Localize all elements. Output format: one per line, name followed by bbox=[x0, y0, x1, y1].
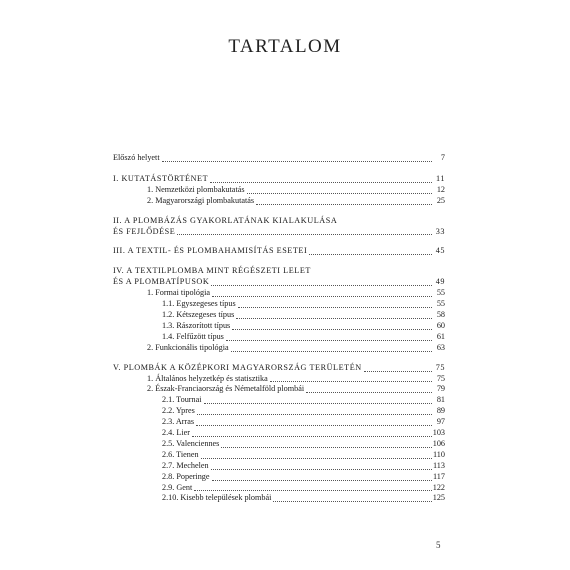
toc-entry-title: 1.1. Egyszegeses típus bbox=[162, 299, 236, 309]
toc-page-number: 45 bbox=[435, 246, 445, 256]
toc-chapter-2[interactable] bbox=[113, 227, 445, 238]
dot-leader bbox=[221, 446, 431, 448]
toc-page-number: 55 bbox=[436, 299, 445, 309]
dot-leader bbox=[204, 402, 432, 404]
toc-entry-title: 1.3. Rászorított típus bbox=[162, 320, 231, 330]
toc-entry-title: II. A PLOMBÁZÁS GYAKORLATÁNAK KIALAKULÁSA bbox=[113, 215, 338, 225]
toc-entry-1-1[interactable] bbox=[113, 185, 445, 196]
toc-page-number: 49 bbox=[435, 277, 445, 287]
page-title: TARTALOM bbox=[228, 36, 342, 57]
toc-entry-4-1-1[interactable] bbox=[113, 299, 445, 310]
dot-leader bbox=[226, 339, 432, 341]
toc-entry-5-2-9[interactable] bbox=[113, 483, 445, 494]
toc-entry-title: 1. Nemzetközi plombakutatás bbox=[147, 184, 245, 194]
dot-leader bbox=[364, 370, 432, 372]
toc-entry-title: 1. Általános helyzetkép és statisztika bbox=[147, 373, 268, 383]
toc-entry-4-1[interactable] bbox=[113, 288, 445, 299]
toc-entry-title: 2.6. Tienen bbox=[162, 449, 199, 459]
toc-entry-title: 1. Formai tipológia bbox=[147, 288, 210, 298]
toc-entry-title: III. A TEXTIL- ÉS PLOMBAHAMISÍTÁS ESETEI bbox=[113, 246, 308, 256]
toc-page-number: 58 bbox=[436, 309, 445, 319]
dot-leader bbox=[309, 253, 432, 255]
toc-entry-title: 2.1. Tournai bbox=[162, 395, 202, 405]
dot-leader bbox=[306, 391, 432, 393]
dot-leader bbox=[232, 328, 432, 330]
dot-leader bbox=[162, 160, 432, 162]
dot-leader bbox=[236, 317, 432, 319]
toc-entry-4-1-3[interactable] bbox=[113, 321, 445, 332]
dot-leader bbox=[197, 413, 432, 415]
toc-page-number: 125 bbox=[432, 493, 445, 503]
dot-leader bbox=[194, 489, 431, 491]
toc-entry-5-2-7[interactable] bbox=[113, 461, 445, 472]
toc-entry-5-1[interactable] bbox=[113, 374, 445, 385]
toc-entry-title: I. KUTATÁSTÖRTÉNET bbox=[113, 173, 209, 183]
dot-leader bbox=[211, 468, 432, 470]
toc-entry-5-2-4[interactable] bbox=[113, 428, 445, 439]
toc-entry-4-2[interactable] bbox=[113, 343, 445, 354]
toc-page-number: 60 bbox=[436, 320, 445, 330]
dot-leader bbox=[270, 380, 432, 382]
dot-leader bbox=[238, 306, 432, 308]
toc-chapter-5[interactable] bbox=[113, 363, 445, 374]
toc-page-number: 33 bbox=[435, 226, 445, 236]
toc-page-number: 106 bbox=[432, 438, 445, 448]
toc-entry-1-2[interactable] bbox=[113, 196, 445, 207]
toc-page-number: 113 bbox=[433, 460, 445, 470]
toc-entry-5-2[interactable] bbox=[113, 384, 445, 395]
toc-page-number: 7 bbox=[440, 153, 445, 162]
toc-entry-title: 1.4. Felfűzött típus bbox=[162, 331, 224, 341]
toc-entry-title: 2.4. Lier bbox=[162, 428, 190, 438]
toc-entry-title: V. PLOMBÁK A KÖZÉPKORI MAGYARORSZÁG TERÜLETÉN bbox=[113, 362, 362, 372]
toc-page-number: 75 bbox=[435, 362, 445, 372]
toc-page-number: 122 bbox=[432, 482, 445, 492]
toc-page-number: 63 bbox=[436, 342, 445, 352]
toc-entry-title-cont: ÉS FEJLŐDÉSE bbox=[113, 226, 176, 236]
page-number: 5 bbox=[436, 540, 441, 550]
toc-entry-title: 2.8. Poperinge bbox=[162, 471, 210, 481]
dot-leader bbox=[201, 457, 432, 459]
toc-entry-5-2-8[interactable] bbox=[113, 472, 445, 483]
toc-chapter-4-line1[interactable] bbox=[113, 266, 445, 277]
toc-entry-5-2-10[interactable] bbox=[113, 493, 445, 504]
toc-entry-title: 2. Funkcionális tipológia bbox=[147, 342, 229, 352]
toc-page-number: 75 bbox=[436, 373, 445, 383]
toc-page-number: 12 bbox=[436, 184, 445, 194]
dot-leader bbox=[256, 203, 432, 205]
toc-entry-5-2-6[interactable] bbox=[113, 450, 445, 461]
toc-entry-title: 1.2. Kétszegeses típus bbox=[162, 309, 235, 319]
toc-page-number: 110 bbox=[433, 449, 445, 459]
toc-entry-title: IV. A TEXTILPLOMBA MINT RÉGÉSZETI LELET bbox=[113, 266, 311, 276]
toc-page-number: 97 bbox=[436, 417, 445, 427]
dot-leader bbox=[247, 192, 432, 194]
toc-page-number: 61 bbox=[436, 331, 445, 341]
dot-leader bbox=[211, 284, 432, 286]
dot-leader bbox=[177, 233, 432, 235]
toc-entry-5-2-1[interactable] bbox=[113, 395, 445, 406]
toc-entry-title-cont: ÉS A PLOMBATÍPUSOK bbox=[113, 277, 210, 287]
toc-entry-5-2-5[interactable] bbox=[113, 439, 445, 450]
toc-page-number: 25 bbox=[436, 195, 445, 205]
toc-page-number: 117 bbox=[433, 471, 445, 481]
toc-entry-title: 2. Észak-Franciaország és Németalföld plombái bbox=[147, 384, 305, 394]
toc-entry-5-2-2[interactable] bbox=[113, 406, 445, 417]
toc-entry-title: 2.7. Mechelen bbox=[162, 460, 209, 470]
toc-entry-title: 2. Magyarországi plombakutatás bbox=[147, 195, 255, 205]
dot-leader bbox=[192, 435, 432, 437]
toc-entry-title: 2.10. Kisebb települések plombái bbox=[162, 493, 272, 503]
toc-entry-5-2-3[interactable] bbox=[113, 417, 445, 428]
toc-page-number: 55 bbox=[436, 288, 445, 298]
toc-page-number: 81 bbox=[436, 395, 445, 405]
toc-chapter-1[interactable] bbox=[113, 174, 445, 185]
dot-leader bbox=[231, 350, 432, 352]
dot-leader bbox=[273, 500, 431, 502]
dot-leader bbox=[210, 181, 432, 183]
toc-page-number: 79 bbox=[436, 384, 445, 394]
table-of-contents bbox=[113, 153, 445, 504]
toc-chapter-2-line1[interactable] bbox=[113, 216, 445, 227]
toc-page-number: 89 bbox=[436, 406, 445, 416]
toc-chapter-4[interactable] bbox=[113, 277, 445, 288]
toc-entry-title: 2.2. Ypres bbox=[162, 406, 195, 416]
toc-entry-title: 2.3. Arras bbox=[162, 417, 195, 427]
toc-entry-title: 2.5. Valenciennes bbox=[162, 438, 220, 448]
dot-leader bbox=[196, 424, 432, 426]
toc-chapter-3[interactable] bbox=[113, 246, 445, 257]
toc-entry-4-1-4[interactable] bbox=[113, 332, 445, 343]
toc-entry-title: Előszó helyett bbox=[113, 153, 160, 162]
toc-page-number: 103 bbox=[432, 428, 445, 438]
toc-page-number: 11 bbox=[436, 173, 445, 183]
toc-entry-title: 2.9. Gent bbox=[162, 482, 193, 492]
toc-entry-eloszo[interactable] bbox=[113, 153, 445, 164]
dot-leader bbox=[212, 479, 432, 481]
toc-entry-4-1-2[interactable] bbox=[113, 310, 445, 321]
dot-leader bbox=[212, 295, 432, 297]
